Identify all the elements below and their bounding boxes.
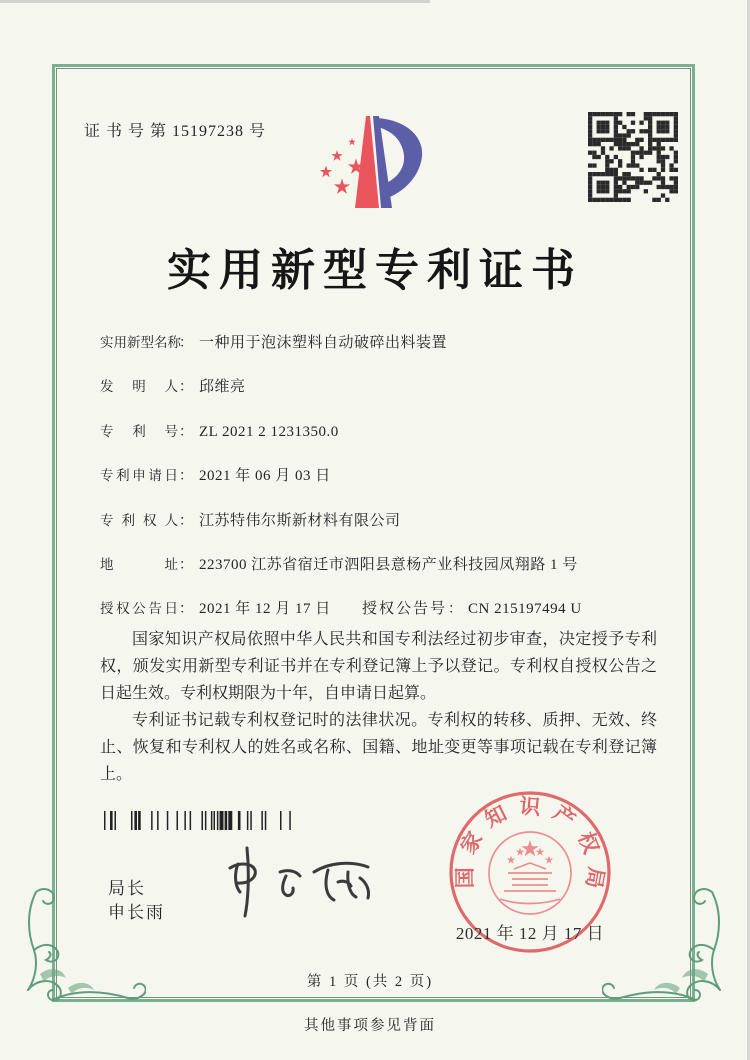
barcode <box>104 811 294 830</box>
colon: ： <box>179 336 193 351</box>
field-value: 一种用于泡沫塑料自动破碎出料装置 <box>199 335 448 351</box>
field-row-patent-no <box>100 420 660 442</box>
field-label: 授权公告日 <box>100 601 178 616</box>
scan-edge-top <box>0 0 430 3</box>
field-value: 2021 年 06 月 03 日 <box>199 468 331 484</box>
official-seal <box>430 776 630 976</box>
colon: ： <box>179 602 193 617</box>
field-value: 223700 江苏省宿迁市泗阳县意杨产业科技园凤翔路 1 号 <box>199 557 578 573</box>
page-number: 第 1 页 (共 2 页) <box>306 974 434 990</box>
field-row-address <box>100 553 660 575</box>
signer-name: 申长雨 <box>108 903 165 922</box>
field-row-filing-date <box>100 464 660 486</box>
field-row-inventor <box>100 375 660 397</box>
field-value: ZL 2021 2 1231350.0 <box>199 424 339 440</box>
field-label: 实用新型名称 <box>100 335 181 350</box>
field-label: 地址 <box>100 557 178 572</box>
field-row-patentee <box>100 509 660 531</box>
colon: ： <box>179 425 193 440</box>
field-value: CN 215197494 U <box>468 601 582 617</box>
legal-paragraph-2: 专利证书记载专利权登记时的法律状况。专利权的转移、质押、无效、终止、恢复和专利权人的姓名或名称、国籍、地址变更等事项记载在专利登记簿上。 <box>100 712 657 783</box>
field-label: 专利号 <box>100 424 178 439</box>
colon: ： <box>179 469 193 484</box>
colon: ： <box>448 602 463 617</box>
field-value: 邱维亮 <box>199 379 246 395</box>
svg-text:2021 年 12 月 17 日: 2021 年 12 月 17 日 <box>455 924 605 943</box>
legal-text <box>100 626 657 788</box>
cnipa-logo-icon <box>315 112 435 217</box>
field-grant-number <box>362 597 582 618</box>
colon: ： <box>179 514 193 529</box>
field-label: 授权公告号 <box>362 601 448 617</box>
corner-flourish-left <box>16 886 146 1016</box>
colon: ： <box>179 558 193 573</box>
legal-paragraph-1: 国家知识产权局依照中华人民共和国专利法经过初步审查，决定授予专利权，颁发实用新型专利证书并在专利登记簿上予以登记。专利权自授权公告之日起生效。专利权期限为十年，自申请日起算。 <box>100 631 657 702</box>
certificate-number: 证 书 号 第 15197238 号 <box>84 123 267 140</box>
field-value: 江苏特伟尔斯新材料有限公司 <box>199 513 401 529</box>
field-row-name <box>100 331 660 353</box>
field-label: 专利申请日 <box>100 468 178 483</box>
qr-code <box>588 112 678 202</box>
certificate-title: 实用新型专利证书 <box>167 246 583 295</box>
signature <box>210 842 395 922</box>
corner-flourish-right <box>602 886 732 1016</box>
field-label: 发明人 <box>100 379 178 394</box>
field-label: 专利权人 <box>100 513 178 528</box>
field-value: 2021 年 12 月 17 日 <box>199 601 331 617</box>
back-note: 其他事项参见背面 <box>304 1018 436 1034</box>
colon: ： <box>179 380 193 395</box>
field-row-grant <box>100 597 660 619</box>
svg-text:国家知识产权局: 国家知识产权局 <box>452 793 609 902</box>
signer-role: 局长 <box>108 879 146 898</box>
